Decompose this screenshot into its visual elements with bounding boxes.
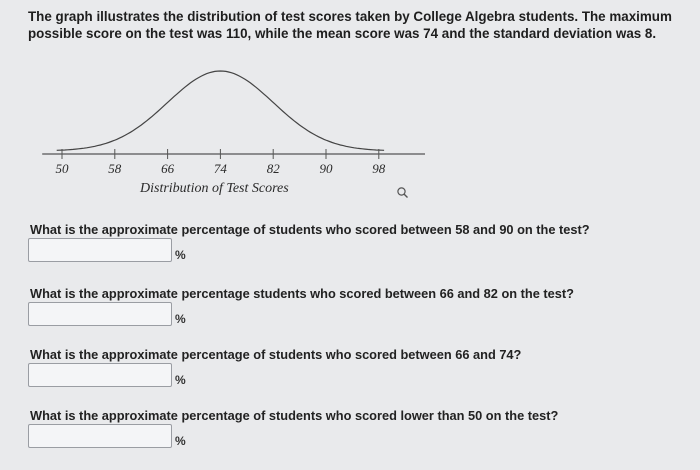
x-tick-label-66: 66 <box>161 161 175 176</box>
answer-input-4[interactable] <box>28 424 172 448</box>
x-tick-label-50: 50 <box>55 161 69 176</box>
answer-row-4 <box>28 424 186 448</box>
answer-input-2[interactable] <box>28 302 172 326</box>
answer-input-3[interactable] <box>28 363 172 387</box>
normal-distribution-chart <box>0 0 700 200</box>
x-axis-label: Distribution of Test Scores <box>140 181 289 196</box>
percent-unit-4: % <box>175 434 186 448</box>
answer-row-3 <box>28 363 186 387</box>
answer-input-1[interactable] <box>28 238 172 262</box>
percent-unit-3: % <box>175 373 186 387</box>
answer-row-2 <box>28 302 186 326</box>
normal-curve <box>57 71 384 150</box>
x-tick-label-74: 74 <box>213 161 227 176</box>
percent-unit-1: % <box>175 248 186 262</box>
question-1-text: What is the approximate percentage of students who scored between 58 and 90 on the test? <box>30 222 590 237</box>
intro-text: The graph illustrates the distribution of test scores taken by College Algebra students. The maximum possible score on the test was 110, while the mean score was 74 and the standard deviation was 8. <box>28 9 672 41</box>
x-tick-label-82: 82 <box>266 161 280 176</box>
percent-unit-2: % <box>175 312 186 326</box>
question-4-text: What is the approximate percentage of students who scored lower than 50 on the test? <box>30 408 559 423</box>
question-2-text: What is the approximate percentage students who scored between 66 and 82 on the test? <box>30 286 574 301</box>
x-tick-label-98: 98 <box>372 161 386 176</box>
x-tick-label-90: 90 <box>319 161 333 176</box>
answer-row-1 <box>28 238 186 262</box>
magnifier-icon[interactable] <box>396 186 410 205</box>
x-tick-label-58: 58 <box>108 161 122 176</box>
question-3-text: What is the approximate percentage of students who scored between 66 and 74? <box>30 347 522 362</box>
